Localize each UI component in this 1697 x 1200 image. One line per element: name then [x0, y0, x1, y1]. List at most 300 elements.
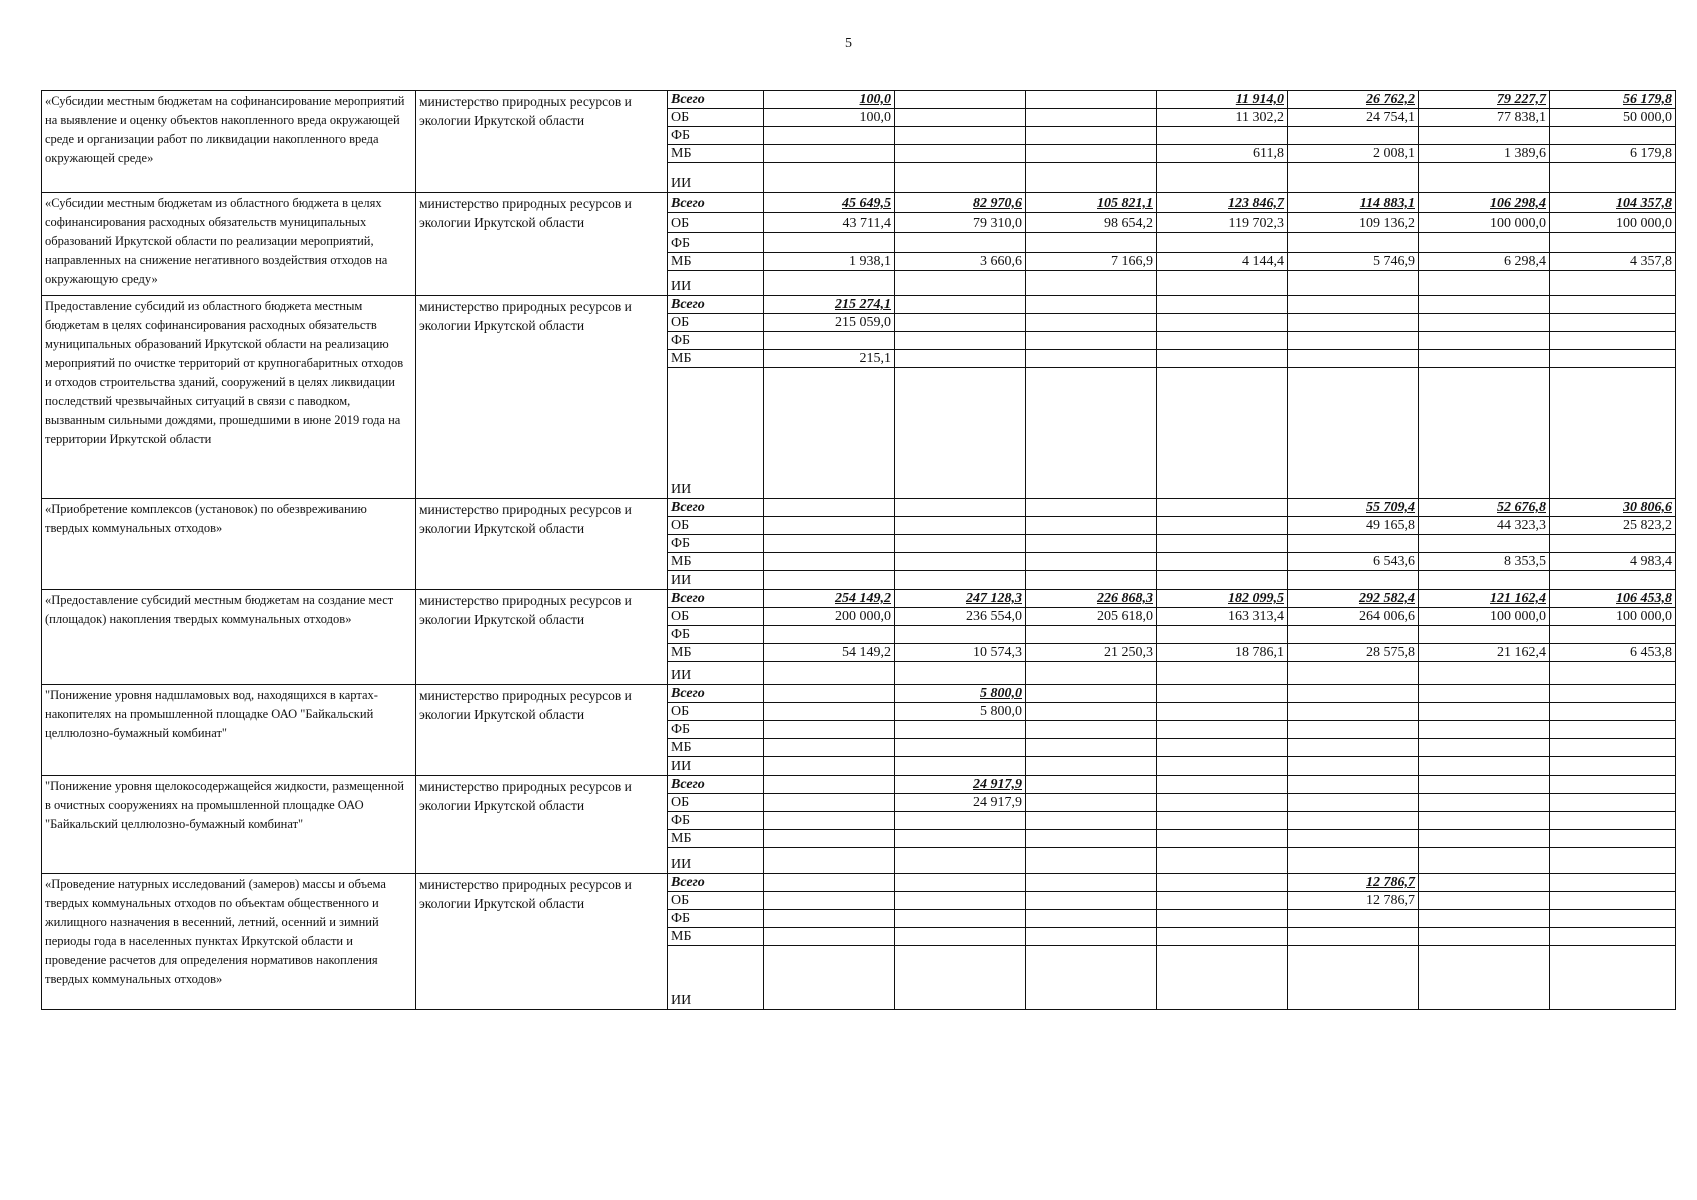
amount-cell	[1157, 848, 1288, 874]
amount-cell: 4 983,4	[1550, 553, 1676, 571]
table-row	[42, 193, 1676, 213]
amount-cell	[895, 739, 1026, 757]
amount-cell	[895, 892, 1026, 910]
amount-cell: 30 806,6	[1550, 499, 1676, 517]
amount-cell	[1026, 626, 1157, 644]
amount-cell	[1026, 812, 1157, 830]
measure-description: «Субсидии местным бюджетам на софинансирование мероприятий на выявление и оценку объектов накопленного вреда окружающей среде и организации работ по ликвидации накопленного вреда окружающей среде»	[42, 91, 416, 193]
amount-cell: 215,1	[764, 350, 895, 368]
executor-cell: министерство природных ресурсов и экологии Иркутской области	[416, 499, 668, 590]
funding-source-cell: ОБ	[668, 892, 764, 910]
amount-cell	[1550, 874, 1676, 892]
amount-cell	[1157, 830, 1288, 848]
amount-cell	[1550, 812, 1676, 830]
amount-cell	[1419, 163, 1550, 193]
amount-cell: 52 676,8	[1419, 499, 1550, 517]
amount-cell	[1026, 946, 1157, 1010]
amount-cell	[1288, 271, 1419, 296]
amount-cell	[1550, 946, 1676, 1010]
table-row	[42, 590, 1676, 608]
amount-cell	[1419, 848, 1550, 874]
amount-cell	[1419, 874, 1550, 892]
amount-cell: 109 136,2	[1288, 213, 1419, 233]
amount-cell: 236 554,0	[895, 608, 1026, 626]
amount-cell	[1157, 626, 1288, 644]
amount-cell	[1157, 892, 1288, 910]
amount-cell	[1288, 685, 1419, 703]
amount-cell	[1550, 928, 1676, 946]
amount-cell: 49 165,8	[1288, 517, 1419, 535]
amount-cell	[895, 163, 1026, 193]
amount-cell: 3 660,6	[895, 253, 1026, 271]
amount-cell	[1550, 571, 1676, 590]
amount-cell: 182 099,5	[1157, 590, 1288, 608]
amount-cell	[764, 127, 895, 145]
amount-cell	[1419, 794, 1550, 812]
amount-cell	[1550, 233, 1676, 253]
amount-cell	[764, 499, 895, 517]
amount-cell: 100,0	[764, 91, 895, 109]
amount-cell: 100 000,0	[1550, 213, 1676, 233]
amount-cell	[1288, 626, 1419, 644]
amount-cell: 5 800,0	[895, 703, 1026, 721]
amount-cell	[764, 721, 895, 739]
amount-cell	[1026, 233, 1157, 253]
amount-cell: 105 821,1	[1026, 193, 1157, 213]
amount-cell	[764, 662, 895, 685]
amount-cell: 163 313,4	[1157, 608, 1288, 626]
table-row	[42, 499, 1676, 517]
amount-cell	[1288, 127, 1419, 145]
amount-cell	[1288, 571, 1419, 590]
measure-description: «Проведение натурных исследований (замеров) массы и объема твердых коммунальных отходов по объектам общественного и жилищного назначения в весенний, летний, осенний и зимний периоды года в населенных пунктах Иркутской области и проведение расчетов для определения нормативов накопления твердых коммунальных отходов»	[42, 874, 416, 1010]
amount-cell	[1288, 739, 1419, 757]
amount-cell: 44 323,3	[1419, 517, 1550, 535]
budget-table	[41, 90, 1676, 1010]
amount-cell	[764, 703, 895, 721]
amount-cell	[895, 233, 1026, 253]
amount-cell	[1026, 685, 1157, 703]
amount-cell	[1026, 535, 1157, 553]
amount-cell	[1026, 874, 1157, 892]
funding-source-cell: ОБ	[668, 213, 764, 233]
funding-source-cell: ОБ	[668, 109, 764, 127]
table-row	[42, 91, 1676, 109]
funding-source-cell: ОБ	[668, 314, 764, 332]
amount-cell	[1419, 946, 1550, 1010]
amount-cell	[1157, 928, 1288, 946]
amount-cell: 24 917,9	[895, 794, 1026, 812]
amount-cell	[1026, 368, 1157, 499]
amount-cell	[1157, 757, 1288, 776]
amount-cell: 5 746,9	[1288, 253, 1419, 271]
amount-cell: 100 000,0	[1419, 213, 1550, 233]
funding-source-cell: Всего	[668, 296, 764, 314]
amount-cell	[1157, 553, 1288, 571]
funding-source-cell: ОБ	[668, 703, 764, 721]
amount-cell: 247 128,3	[895, 590, 1026, 608]
amount-cell	[1419, 739, 1550, 757]
amount-cell: 24 917,9	[895, 776, 1026, 794]
amount-cell: 55 709,4	[1288, 499, 1419, 517]
funding-source-cell: ИИ	[668, 368, 764, 499]
funding-source-cell: ИИ	[668, 662, 764, 685]
amount-cell	[1550, 662, 1676, 685]
amount-cell	[895, 127, 1026, 145]
amount-cell	[895, 946, 1026, 1010]
amount-cell	[895, 350, 1026, 368]
amount-cell	[1419, 703, 1550, 721]
funding-source-cell: ОБ	[668, 608, 764, 626]
amount-cell	[1157, 517, 1288, 535]
amount-cell	[1550, 314, 1676, 332]
amount-cell	[1157, 874, 1288, 892]
amount-cell	[1157, 685, 1288, 703]
amount-cell	[1026, 145, 1157, 163]
amount-cell	[1550, 626, 1676, 644]
amount-cell: 215 274,1	[764, 296, 895, 314]
funding-source-cell: ИИ	[668, 848, 764, 874]
amount-cell	[1288, 535, 1419, 553]
funding-source-cell: МБ	[668, 253, 764, 271]
amount-cell	[1026, 571, 1157, 590]
amount-cell: 50 000,0	[1550, 109, 1676, 127]
executor-cell: министерство природных ресурсов и экологии Иркутской области	[416, 91, 668, 193]
amount-cell: 8 353,5	[1419, 553, 1550, 571]
amount-cell	[1157, 571, 1288, 590]
amount-cell	[1419, 296, 1550, 314]
amount-cell	[895, 662, 1026, 685]
funding-source-cell: ИИ	[668, 571, 764, 590]
amount-cell	[1157, 314, 1288, 332]
amount-cell	[764, 626, 895, 644]
amount-cell	[895, 571, 1026, 590]
amount-cell	[764, 271, 895, 296]
funding-source-cell: Всего	[668, 193, 764, 213]
amount-cell: 24 754,1	[1288, 109, 1419, 127]
amount-cell	[1419, 776, 1550, 794]
amount-cell	[1026, 127, 1157, 145]
funding-source-cell: ФБ	[668, 721, 764, 739]
amount-cell	[895, 757, 1026, 776]
amount-cell	[764, 739, 895, 757]
amount-cell: 254 149,2	[764, 590, 895, 608]
amount-cell	[1288, 703, 1419, 721]
executor-cell: министерство природных ресурсов и экологии Иркутской области	[416, 874, 668, 1010]
amount-cell: 6 543,6	[1288, 553, 1419, 571]
amount-cell	[1026, 332, 1157, 350]
amount-cell	[1026, 271, 1157, 296]
amount-cell	[1026, 91, 1157, 109]
table-row	[42, 874, 1676, 892]
amount-cell	[1157, 332, 1288, 350]
amount-cell: 119 702,3	[1157, 213, 1288, 233]
amount-cell	[764, 553, 895, 571]
amount-cell	[895, 721, 1026, 739]
amount-cell	[1419, 910, 1550, 928]
amount-cell	[1550, 163, 1676, 193]
amount-cell: 56 179,8	[1550, 91, 1676, 109]
funding-source-cell: Всего	[668, 499, 764, 517]
amount-cell	[1157, 812, 1288, 830]
measure-description: «Предоставление субсидий местным бюджетам на создание мест (площадок) накопления твердых коммунальных отходов»	[42, 590, 416, 685]
amount-cell: 77 838,1	[1419, 109, 1550, 127]
amount-cell: 54 149,2	[764, 644, 895, 662]
funding-source-cell: ФБ	[668, 910, 764, 928]
amount-cell	[1419, 314, 1550, 332]
amount-cell	[1550, 892, 1676, 910]
amount-cell	[764, 830, 895, 848]
amount-cell: 21 250,3	[1026, 644, 1157, 662]
amount-cell: 11 302,2	[1157, 109, 1288, 127]
table-row	[42, 296, 1676, 314]
amount-cell	[1288, 910, 1419, 928]
amount-cell	[1550, 739, 1676, 757]
amount-cell	[1550, 794, 1676, 812]
amount-cell	[1550, 127, 1676, 145]
funding-source-cell: ОБ	[668, 794, 764, 812]
funding-source-cell: Всего	[668, 91, 764, 109]
amount-cell	[895, 271, 1026, 296]
amount-cell	[1026, 553, 1157, 571]
amount-cell: 200 000,0	[764, 608, 895, 626]
amount-cell	[764, 776, 895, 794]
amount-cell: 100 000,0	[1550, 608, 1676, 626]
funding-source-cell: ФБ	[668, 812, 764, 830]
amount-cell	[1026, 296, 1157, 314]
amount-cell	[1419, 685, 1550, 703]
funding-source-cell: ФБ	[668, 233, 764, 253]
executor-cell: министерство природных ресурсов и экологии Иркутской области	[416, 296, 668, 499]
executor-cell: министерство природных ресурсов и экологии Иркутской области	[416, 685, 668, 776]
amount-cell	[895, 535, 1026, 553]
amount-cell	[764, 571, 895, 590]
amount-cell: 4 357,8	[1550, 253, 1676, 271]
amount-cell	[1157, 368, 1288, 499]
amount-cell	[1157, 703, 1288, 721]
amount-cell	[895, 109, 1026, 127]
amount-cell	[1157, 499, 1288, 517]
amount-cell	[895, 332, 1026, 350]
amount-cell	[764, 233, 895, 253]
funding-source-cell: ФБ	[668, 127, 764, 145]
funding-source-cell: Всего	[668, 776, 764, 794]
amount-cell	[1419, 332, 1550, 350]
amount-cell	[895, 830, 1026, 848]
amount-cell	[895, 368, 1026, 499]
amount-cell	[1419, 812, 1550, 830]
amount-cell	[1026, 662, 1157, 685]
amount-cell: 79 310,0	[895, 213, 1026, 233]
amount-cell	[1288, 233, 1419, 253]
amount-cell	[1288, 314, 1419, 332]
amount-cell	[1157, 127, 1288, 145]
amount-cell	[764, 332, 895, 350]
measure-description: «Приобретение комплексов (установок) по обезвреживанию твердых коммунальных отходов»	[42, 499, 416, 590]
amount-cell	[1026, 703, 1157, 721]
executor-cell: министерство природных ресурсов и экологии Иркутской области	[416, 590, 668, 685]
amount-cell	[1419, 271, 1550, 296]
amount-cell	[1419, 368, 1550, 499]
table-body	[42, 91, 1676, 1010]
amount-cell	[1550, 703, 1676, 721]
amount-cell: 28 575,8	[1288, 644, 1419, 662]
amount-cell: 12 786,7	[1288, 892, 1419, 910]
amount-cell	[764, 946, 895, 1010]
amount-cell	[1026, 892, 1157, 910]
amount-cell	[1550, 350, 1676, 368]
amount-cell: 18 786,1	[1157, 644, 1288, 662]
amount-cell	[1550, 757, 1676, 776]
amount-cell	[1157, 794, 1288, 812]
amount-cell	[1026, 350, 1157, 368]
amount-cell: 45 649,5	[764, 193, 895, 213]
amount-cell	[1419, 350, 1550, 368]
amount-cell	[1550, 721, 1676, 739]
amount-cell	[1026, 109, 1157, 127]
amount-cell	[1288, 757, 1419, 776]
amount-cell	[1288, 812, 1419, 830]
amount-cell: 43 711,4	[764, 213, 895, 233]
amount-cell	[1550, 910, 1676, 928]
amount-cell	[1288, 350, 1419, 368]
amount-cell	[1419, 892, 1550, 910]
amount-cell	[895, 928, 1026, 946]
amount-cell: 7 166,9	[1026, 253, 1157, 271]
measure-description: «Субсидии местным бюджетам из областного бюджета в целях софинансирования расходных обязательств муниципальных образований Иркутской области по реализации мероприятий, направленных на снижение негативного воздействия отходов на окружающую среду»	[42, 193, 416, 296]
funding-source-cell: ИИ	[668, 757, 764, 776]
amount-cell: 123 846,7	[1157, 193, 1288, 213]
amount-cell	[895, 874, 1026, 892]
amount-cell: 6 298,4	[1419, 253, 1550, 271]
amount-cell	[764, 928, 895, 946]
amount-cell	[1026, 794, 1157, 812]
amount-cell: 4 144,4	[1157, 253, 1288, 271]
amount-cell	[1550, 535, 1676, 553]
amount-cell	[1157, 271, 1288, 296]
amount-cell	[1288, 848, 1419, 874]
funding-source-cell: ИИ	[668, 271, 764, 296]
amount-cell	[1419, 571, 1550, 590]
amount-cell	[1419, 127, 1550, 145]
amount-cell: 611,8	[1157, 145, 1288, 163]
amount-cell	[895, 812, 1026, 830]
amount-cell	[1288, 776, 1419, 794]
amount-cell	[1419, 721, 1550, 739]
amount-cell	[1157, 350, 1288, 368]
amount-cell	[1550, 296, 1676, 314]
amount-cell	[764, 848, 895, 874]
funding-source-cell: МБ	[668, 145, 764, 163]
amount-cell	[1026, 848, 1157, 874]
amount-cell	[1157, 910, 1288, 928]
funding-source-cell: Всего	[668, 685, 764, 703]
amount-cell	[1026, 163, 1157, 193]
amount-cell	[895, 296, 1026, 314]
funding-source-cell: МБ	[668, 928, 764, 946]
amount-cell	[1550, 368, 1676, 499]
amount-cell	[764, 757, 895, 776]
amount-cell	[1157, 535, 1288, 553]
amount-cell: 2 008,1	[1288, 145, 1419, 163]
amount-cell: 10 574,3	[895, 644, 1026, 662]
amount-cell	[1288, 296, 1419, 314]
amount-cell	[1157, 233, 1288, 253]
amount-cell	[1550, 830, 1676, 848]
amount-cell	[1419, 830, 1550, 848]
amount-cell: 292 582,4	[1288, 590, 1419, 608]
amount-cell	[1288, 928, 1419, 946]
funding-source-cell: ФБ	[668, 332, 764, 350]
amount-cell	[764, 812, 895, 830]
funding-source-cell: МБ	[668, 553, 764, 571]
amount-cell: 11 914,0	[1157, 91, 1288, 109]
amount-cell: 1 938,1	[764, 253, 895, 271]
amount-cell	[1419, 757, 1550, 776]
amount-cell	[1550, 776, 1676, 794]
funding-source-cell: Всего	[668, 590, 764, 608]
amount-cell	[1419, 626, 1550, 644]
amount-cell	[764, 535, 895, 553]
amount-cell	[1026, 721, 1157, 739]
amount-cell	[895, 145, 1026, 163]
amount-cell: 1 389,6	[1419, 145, 1550, 163]
amount-cell	[1288, 332, 1419, 350]
amount-cell	[1550, 848, 1676, 874]
amount-cell	[895, 499, 1026, 517]
amount-cell	[895, 910, 1026, 928]
amount-cell	[1419, 233, 1550, 253]
amount-cell	[1026, 830, 1157, 848]
amount-cell	[1550, 332, 1676, 350]
amount-cell	[1157, 662, 1288, 685]
funding-source-cell: ИИ	[668, 946, 764, 1010]
amount-cell: 215 059,0	[764, 314, 895, 332]
amount-cell: 121 162,4	[1419, 590, 1550, 608]
amount-cell	[1288, 662, 1419, 685]
amount-cell	[895, 553, 1026, 571]
amount-cell	[1288, 830, 1419, 848]
amount-cell	[1419, 662, 1550, 685]
amount-cell	[1026, 499, 1157, 517]
amount-cell	[1419, 928, 1550, 946]
amount-cell	[1157, 721, 1288, 739]
amount-cell	[895, 91, 1026, 109]
amount-cell	[1157, 946, 1288, 1010]
amount-cell: 100 000,0	[1419, 608, 1550, 626]
amount-cell: 205 618,0	[1026, 608, 1157, 626]
amount-cell: 100,0	[764, 109, 895, 127]
amount-cell: 6 179,8	[1550, 145, 1676, 163]
amount-cell: 25 823,2	[1550, 517, 1676, 535]
amount-cell	[1026, 910, 1157, 928]
amount-cell	[1419, 535, 1550, 553]
funding-source-cell: ОБ	[668, 517, 764, 535]
amount-cell: 26 762,2	[1288, 91, 1419, 109]
funding-source-cell: МБ	[668, 350, 764, 368]
amount-cell	[1157, 296, 1288, 314]
table-row	[42, 685, 1676, 703]
funding-source-cell: МБ	[668, 644, 764, 662]
funding-source-cell: ФБ	[668, 535, 764, 553]
amount-cell	[1157, 776, 1288, 794]
amount-cell	[764, 892, 895, 910]
measure-description: "Понижение уровня надшламовых вод, находящихся в картах-накопителях на промышленной площадке ОАО "Байкальский целлюлозно-бумажный комбинат"	[42, 685, 416, 776]
amount-cell: 6 453,8	[1550, 644, 1676, 662]
amount-cell	[1026, 928, 1157, 946]
amount-cell	[764, 685, 895, 703]
amount-cell: 104 357,8	[1550, 193, 1676, 213]
